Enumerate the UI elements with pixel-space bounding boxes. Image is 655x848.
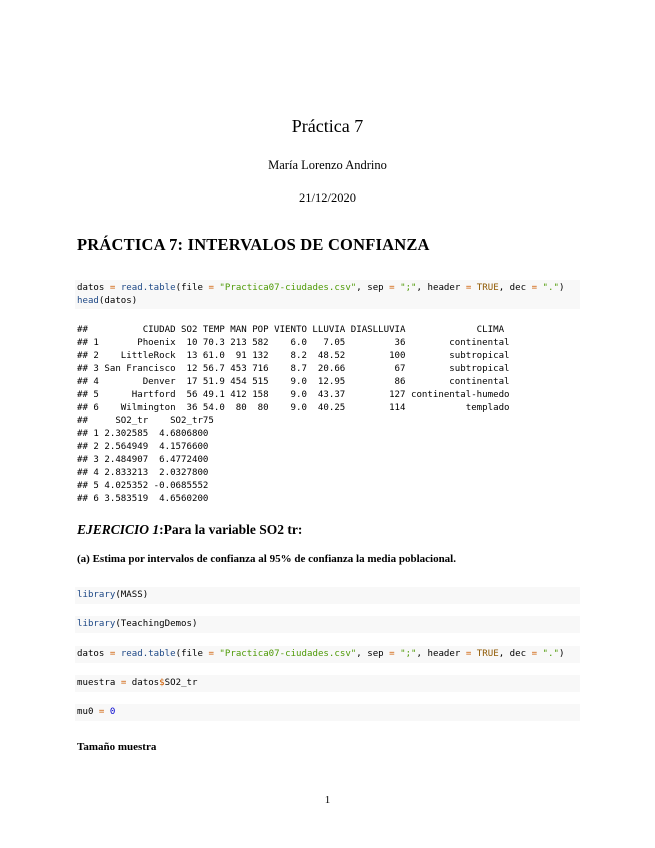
output-line: ## CIUDAD SO2 TEMP MAN POP VIENTO LLUVIA DIASLLUVIA CLIMA: [77, 325, 505, 335]
output-line: ## 5 4.025352 -0.0685552: [77, 481, 209, 491]
exercise-heading: [77, 522, 302, 538]
output-line: ## 4 Denver 17 51.9 454 515 9.0 12.95 86 continental: [77, 377, 510, 387]
output-line: ## 3 San Francisco 12 56.7 453 716 8.7 20.66 67 subtropical: [77, 364, 510, 374]
output-line: ## 1 Phoenix 10 70.3 213 582 6.0 7.05 36 continental: [77, 338, 510, 348]
code-line-head: head(datos): [77, 295, 138, 306]
code-chunk-read-head: [75, 280, 580, 309]
code-chunk-read-table: datos = read.table(file = "Practica07-ciudades.csv", sep = ";", header = TRUE, dec = "."): [75, 646, 580, 663]
exercise-heading-rest: :Para la variable SO2 tr:: [159, 522, 303, 537]
exercise-subheading: (a) Estima por intervalos de confianza al 95% de confianza la media poblacional.: [77, 553, 456, 565]
tamano-muestra-heading: Tamaño muestra: [77, 741, 157, 753]
output-line: ## 6 Wilmington 36 54.0 80 80 9.0 40.25 114 templado: [77, 403, 510, 413]
code-chunk-library-mass: library(MASS): [75, 587, 580, 604]
output-line: ## 5 Hartford 56 49.1 412 158 9.0 43.37 127 continental-humedo: [77, 390, 510, 400]
exercise-heading-italic: EJERCICIO 1: [77, 522, 160, 537]
output-line: ## 6 3.583519 4.6560200: [77, 494, 209, 504]
output-line: ## 3 2.484907 6.4772400: [77, 455, 209, 465]
document-author: María Lorenzo Andrino: [268, 158, 387, 172]
code-line-read-table: datos = read.table(file = "Practica07-ciudades.csv", sep = ";", header = TRUE, dec = "."): [77, 283, 565, 293]
output-line: ## 2 2.564949 4.1576600: [77, 442, 209, 452]
output-line: ## 4 2.833213 2.0327800: [77, 468, 209, 478]
code-chunk-muestra: muestra = datos$SO2_tr: [75, 675, 580, 692]
output-line: ## 1 2.302585 4.6806800: [77, 429, 209, 439]
output-block: [77, 324, 510, 506]
document-title: Práctica 7: [291, 116, 364, 136]
code-chunk-library-teachingdemos: library(TeachingDemos): [75, 616, 580, 633]
section-heading: PRÁCTICA 7: INTERVALOS DE CONFIANZA: [77, 235, 430, 254]
code-chunk-mu0: mu0 = 0: [75, 704, 580, 721]
page-number: 1: [324, 794, 331, 806]
output-line: ## 2 LittleRock 13 61.0 91 132 8.2 48.52 100 subtropical: [77, 351, 510, 361]
output-line: ## SO2_tr SO2_tr75: [77, 416, 214, 426]
document-date: 21/12/2020: [299, 191, 356, 205]
